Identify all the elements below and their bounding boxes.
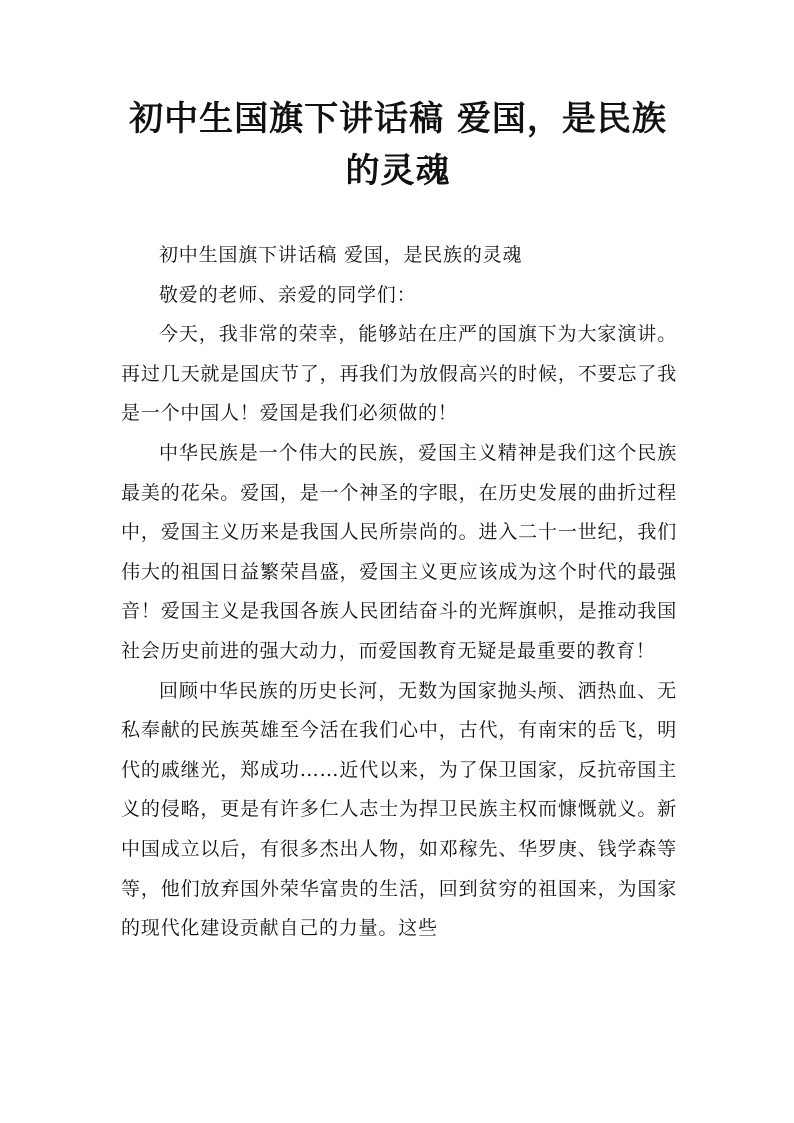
document-title: 初中生国旗下讲话稿 爱国，是民族的灵魂 xyxy=(129,99,667,191)
paragraph-subtitle: 初中生国旗下讲话稿 爱国，是民族的灵魂 xyxy=(159,244,523,266)
paragraph-intro: 今天，我非常的荣幸，能够站在庄严的国旗下为大家演讲。再过几天就是国庆节了，再我们为放假高兴的时候，不要忘了我是一个中国人！爱国是我们必须做的！ xyxy=(121,323,677,425)
paragraph-greeting: 敬爱的老师、亲爱的同学们： xyxy=(159,283,417,306)
paragraph-history: 回顾中华民族的历史长河，无数为国家抛头颅、洒热血、无私奉献的民族英雄至今活在我们心中，古代，有南宋的岳飞，明代的戚继光，郑成功……近代以来，为了保卫国家，反抗帝国主义的侵略，更是有许多仁人志士为捍卫民族主权而慷慨就义。新中国成立以后，有很多杰出人物，如邓稼先、华罗庚、钱学森等等，他们放弃国外荣华富贵的生活，回到贫穷的祖国来，为国家的现代化建设贡献自己的力量。这些 xyxy=(121,679,677,940)
paragraph-patriotism: 中华民族是一个伟大的民族，爱国主义精神是我们这个民族最美的花朵。爱国，是一个神圣的字眼，在历史发展的曲折过程中，爱国主义历来是我国人民所崇尚的。进入二十一世纪，我们伟大的祖国日益繁荣昌盛，爱国主义更应该成为这个时代的最强音！爱国主义是我国各族人民团结奋斗的光辉旗帜，是推动我国社会历史前进的强大动力，而爱国教育无疑是最重要的教育！ xyxy=(121,441,677,662)
document-body xyxy=(121,236,677,949)
